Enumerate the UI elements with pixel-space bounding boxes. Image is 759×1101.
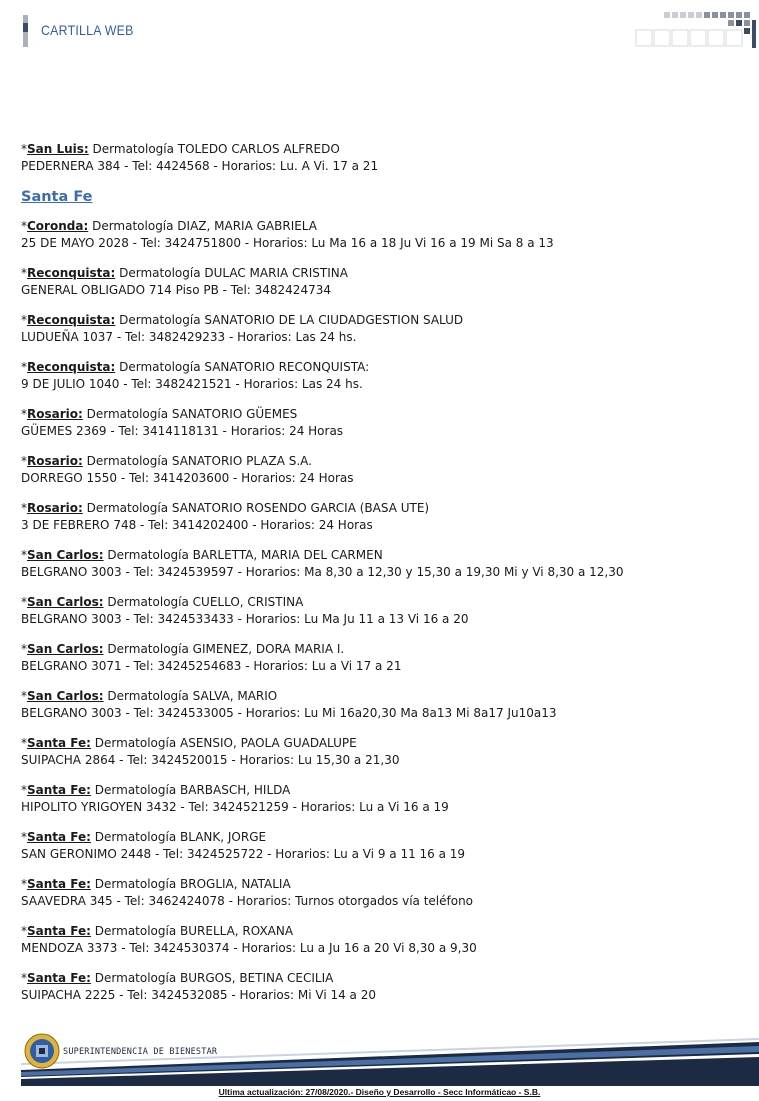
provider-details: BELGRANO 3003 - Tel: 3424539597 - Horarios: Ma 8,30 a 12,30 y 15,30 a 19,30 Mi y Vi 8,30 a 12,30 bbox=[21, 564, 624, 579]
city-label: Rosario: bbox=[27, 454, 83, 468]
page-header bbox=[0, 0, 759, 60]
provider-name: Dermatología BURELLA, ROXANA bbox=[94, 924, 294, 938]
city-label: Santa Fe: bbox=[27, 924, 91, 938]
provider-details: BELGRANO 3003 - Tel: 3424533433 - Horarios: Lu Ma Ju 11 a 13 Vi 16 a 20 bbox=[21, 611, 469, 626]
provider-name: Dermatología SANATORIO PLAZA S.A. bbox=[86, 454, 312, 468]
provider-details: LUDUEÑA 1037 - Tel: 3482429233 - Horarios: Las 24 hs. bbox=[21, 329, 357, 344]
provider-entry: *Rosario: Dermatología SANATORIO ROSENDO GARCIA (BASA UTE) 3 DE FEBRERO 748 - Tel: 3414202400 - Horarios: 24 Horas bbox=[21, 500, 741, 533]
provider-entry: *Reconquista: Dermatología SANATORIO DE LA CIUDADGESTION SALUD LUDUEÑA 1037 - Tel: 3482429233 - Horarios: Las 24 hs. bbox=[21, 312, 741, 345]
provider-name: Dermatología SANATORIO DE LA CIUDADGESTION SALUD bbox=[119, 313, 464, 327]
page-footer bbox=[0, 1030, 759, 1101]
provider-entry: *Santa Fe: Dermatología ASENSIO, PAOLA GUADALUPE SUIPACHA 2864 - Tel: 3424520015 - Horarios: Lu 15,30 a 21,30 bbox=[21, 735, 741, 768]
footer-band bbox=[21, 1030, 759, 1086]
provider-entry: *San Carlos: Dermatología CUELLO, CRISTINA BELGRANO 3003 - Tel: 3424533433 - Horarios: Lu Ma Ju 11 a 13 Vi 16 a 20 bbox=[21, 594, 741, 627]
city-label: Santa Fe: bbox=[27, 877, 91, 891]
provider-name: Dermatología SALVA, MARIO bbox=[107, 689, 278, 703]
provider-details: HIPOLITO YRIGOYEN 3432 - Tel: 3424521259 - Horarios: Lu a Vi 16 a 19 bbox=[21, 799, 449, 814]
provider-entry: *Rosario: Dermatología SANATORIO GÜEMES GÜEMES 2369 - Tel: 3414118131 - Horarios: 24 Horas bbox=[21, 406, 741, 439]
provider-name: Dermatología DIAZ, MARIA GABRIELA bbox=[92, 219, 317, 233]
provider-entry: *Santa Fe: Dermatología BURELLA, ROXANA MENDOZA 3373 - Tel: 3424530374 - Horarios: Lu a Ju 16 a 20 Vi 8,30 a 9,30 bbox=[21, 923, 741, 956]
city-label: San Carlos: bbox=[27, 595, 104, 609]
provider-details: PEDERNERA 384 - Tel: 4424568 - Horarios: Lu. A Vi. 17 a 21 bbox=[21, 158, 379, 173]
page-title: CARTILLA WEB bbox=[41, 22, 134, 38]
header-accent-bar bbox=[23, 15, 28, 47]
provider-entry: *Santa Fe: Dermatología BROGLIA, NATALIA SAAVEDRA 345 - Tel: 3462424078 - Horarios: Turnos otorgados vía teléfono bbox=[21, 876, 741, 909]
provider-details: GENERAL OBLIGADO 714 Piso PB - Tel: 3482424734 bbox=[21, 282, 331, 297]
provider-details: 3 DE FEBRERO 748 - Tel: 3414202400 - Horarios: 24 Horas bbox=[21, 517, 373, 532]
provider-name: Dermatología BURGOS, BETINA CECILIA bbox=[94, 971, 334, 985]
institution-seal-icon bbox=[24, 1033, 60, 1069]
provider-name: Dermatología TOLEDO CARLOS ALFREDO bbox=[92, 142, 340, 156]
city-label: Reconquista: bbox=[27, 266, 116, 280]
header-decoration bbox=[634, 10, 759, 50]
provider-name: Dermatología CUELLO, CRISTINA bbox=[107, 595, 304, 609]
provider-entry: *San Carlos: Dermatología SALVA, MARIO BELGRANO 3003 - Tel: 3424533005 - Horarios: Lu Mi 16a20,30 Ma 8a13 Mi 8a17 Ju10a13 bbox=[21, 688, 741, 721]
provider-entry: *Santa Fe: Dermatología BLANK, JORGE SAN GERONIMO 2448 - Tel: 3424525722 - Horarios: Lu a Vi 9 a 11 16 a 19 bbox=[21, 829, 741, 862]
footer-last-updated: Ultima actualización: 27/08/2020.- Diseño y Desarrollo - Secc Informáticao - S.B. bbox=[218, 1087, 541, 1097]
provider-name: Dermatología DULAC MARIA CRISTINA bbox=[119, 266, 348, 280]
city-label: Santa Fe: bbox=[27, 736, 91, 750]
city-label: Santa Fe: bbox=[27, 783, 91, 797]
provider-name: Dermatología BLANK, JORGE bbox=[94, 830, 267, 844]
provider-details: MENDOZA 3373 - Tel: 3424530374 - Horarios: Lu a Ju 16 a 20 Vi 8,30 a 9,30 bbox=[21, 940, 477, 955]
provider-entry: *Rosario: Dermatología SANATORIO PLAZA S.A. DORREGO 1550 - Tel: 3414203600 - Horarios: 24 Horas bbox=[21, 453, 741, 486]
city-label: Reconquista: bbox=[27, 360, 116, 374]
provider-details: SUIPACHA 2864 - Tel: 3424520015 - Horarios: Lu 15,30 a 21,30 bbox=[21, 752, 400, 767]
provider-name: Dermatología ASENSIO, PAOLA GUADALUPE bbox=[94, 736, 357, 750]
city-label: Coronda: bbox=[27, 219, 89, 233]
city-label: Rosario: bbox=[27, 407, 83, 421]
provider-entry: *Santa Fe: Dermatología BARBASCH, HILDA HIPOLITO YRIGOYEN 3432 - Tel: 3424521259 - Horarios: Lu a Vi 16 a 19 bbox=[21, 782, 741, 815]
provider-entry: *Coronda: Dermatología DIAZ, MARIA GABRIELA 25 DE MAYO 2028 - Tel: 3424751800 - Horarios: Lu Ma 16 a 18 Ju Vi 16 a 19 Mi Sa 8 a 13 bbox=[21, 218, 741, 251]
city-label: Santa Fe: bbox=[27, 830, 91, 844]
provider-details: BELGRANO 3003 - Tel: 3424533005 - Horarios: Lu Mi 16a20,30 Ma 8a13 Mi 8a17 Ju10a13 bbox=[21, 705, 557, 720]
provider-details: 9 DE JULIO 1040 - Tel: 3482421521 - Horarios: Las 24 hs. bbox=[21, 376, 363, 391]
provider-details: SUIPACHA 2225 - Tel: 3424532085 - Horarios: Mi Vi 14 a 20 bbox=[21, 987, 376, 1002]
provider-name: Dermatología BROGLIA, NATALIA bbox=[94, 877, 291, 891]
provider-details: BELGRANO 3071 - Tel: 34245254683 - Horarios: Lu a Vi 17 a 21 bbox=[21, 658, 402, 673]
city-label: Reconquista: bbox=[27, 313, 116, 327]
provider-entry: *Reconquista: Dermatología DULAC MARIA CRISTINA GENERAL OBLIGADO 714 Piso PB - Tel: 3482424734 bbox=[21, 265, 741, 298]
provider-name: Dermatología BARLETTA, MARIA DEL CARMEN bbox=[107, 548, 383, 562]
provider-details: GÜEMES 2369 - Tel: 3414118131 - Horarios: 24 Horas bbox=[21, 423, 344, 438]
provider-details: SAAVEDRA 345 - Tel: 3462424078 - Horarios: Turnos otorgados vía teléfono bbox=[21, 893, 474, 908]
footer-organization: SUPERINTENDENCIA DE BIENESTAR bbox=[63, 1047, 218, 1057]
city-label: San Luis: bbox=[27, 142, 89, 156]
provider-name: Dermatología SANATORIO ROSENDO GARCIA (BASA UTE) bbox=[86, 501, 430, 515]
provider-details: SAN GERONIMO 2448 - Tel: 3424525722 - Horarios: Lu a Vi 9 a 11 16 a 19 bbox=[21, 846, 466, 861]
provider-entry: *San Carlos: Dermatología BARLETTA, MARIA DEL CARMEN BELGRANO 3003 - Tel: 3424539597 - Horarios: Ma 8,30 a 12,30 y 15,30 a 19,30 Mi y Vi 8,30 a 12,30 bbox=[21, 547, 741, 580]
provider-entry: *San Luis: Dermatología TOLEDO CARLOS ALFREDO PEDERNERA 384 - Tel: 4424568 - Horarios: Lu. A Vi. 17 a 21 bbox=[21, 141, 741, 174]
provider-name: Dermatología BARBASCH, HILDA bbox=[94, 783, 291, 797]
provider-entry: *San Carlos: Dermatología GIMENEZ, DORA MARIA I. BELGRANO 3071 - Tel: 34245254683 - Horarios: Lu a Vi 17 a 21 bbox=[21, 641, 741, 674]
city-label: Santa Fe: bbox=[27, 971, 91, 985]
city-label: San Carlos: bbox=[27, 548, 104, 562]
provider-entry: *Reconquista: Dermatología SANATORIO RECONQUISTA: 9 DE JULIO 1040 - Tel: 3482421521 - Horarios: Las 24 hs. bbox=[21, 359, 741, 392]
provider-list bbox=[21, 141, 741, 1017]
provider-name: Dermatología SANATORIO RECONQUISTA: bbox=[119, 360, 370, 374]
section-title-santa-fe[interactable]: Santa Fe bbox=[21, 189, 93, 205]
provider-name: Dermatología GIMENEZ, DORA MARIA I. bbox=[107, 642, 345, 656]
city-label: San Carlos: bbox=[27, 689, 104, 703]
provider-name: Dermatología SANATORIO GÜEMES bbox=[86, 407, 298, 421]
provider-details: DORREGO 1550 - Tel: 3414203600 - Horarios: 24 Horas bbox=[21, 470, 354, 485]
city-label: San Carlos: bbox=[27, 642, 104, 656]
provider-details: 25 DE MAYO 2028 - Tel: 3424751800 - Horarios: Lu Ma 16 a 18 Ju Vi 16 a 19 Mi Sa 8 a 13 bbox=[21, 235, 554, 250]
city-label: Rosario: bbox=[27, 501, 83, 515]
provider-entry: *Santa Fe: Dermatología BURGOS, BETINA CECILIA SUIPACHA 2225 - Tel: 3424532085 - Horarios: Mi Vi 14 a 20 bbox=[21, 970, 741, 1003]
